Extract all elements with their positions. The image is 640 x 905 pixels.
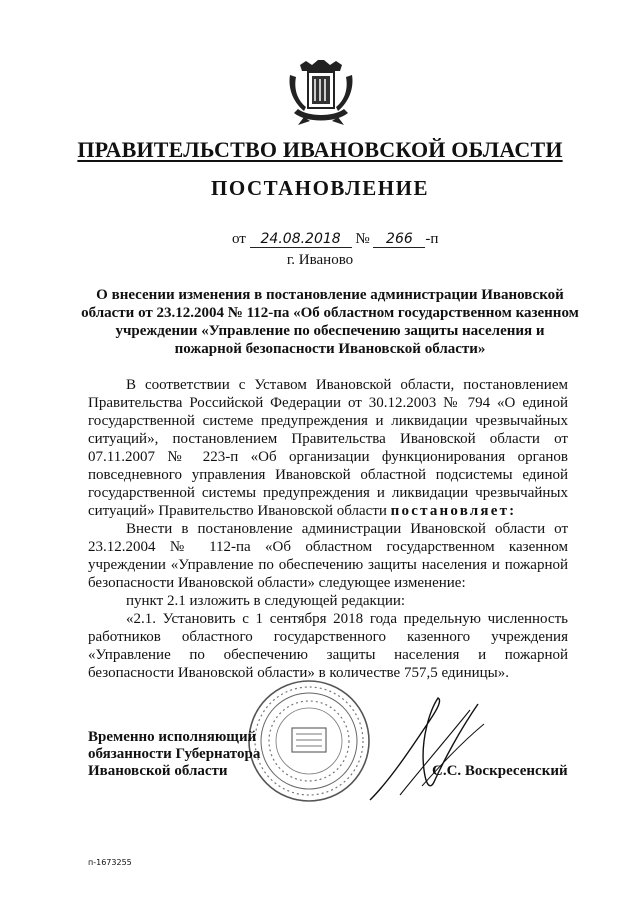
preamble-text: В соответствии с Уставом Ивановской области, постановлением Правительства Российской Федерации от 30.12.2003 № 794 «О единой государственной системе предупреждения и ликвидации чрезвычайных ситуаций», постановлением Правительства Ивановской области от 07.11.2007 № 223-п «Об организации функционирования органов повседневного управления Ивановской областной подсистемы единой государственной системы предупреждения и ликвидации чрезвычайных ситуаций» Правительство Ивановской области bbox=[88, 377, 568, 519]
number-suffix: -п bbox=[425, 231, 439, 247]
paragraph-clause: пункт 2.1 изложить в следующей редакции: bbox=[126, 593, 406, 609]
number-label: № bbox=[355, 231, 370, 247]
document-registration-code: п-1673255 bbox=[88, 858, 132, 867]
paragraph-new-text: «2.1. Установить с 1 сентября 2018 года предельную численность работников областного государственного казенного учреждения «Управление по обеспечению защиты населения и пожарной безопасности Ивановской области» в количестве 757,5 единицы». bbox=[88, 611, 568, 681]
official-seal-stamp bbox=[244, 676, 374, 806]
paragraph-amendment: Внести в постановление администрации Ивановской области от 23.12.2004 № 112-па «Об областном государственном казенном учреждении «Управление по обеспечению защиты населения и пожарной безопасности Ивановской области» следующее изменение: bbox=[88, 521, 568, 591]
document-body bbox=[88, 376, 568, 682]
resolves-word: постановляет: bbox=[390, 503, 517, 519]
document-number: 266 bbox=[373, 231, 425, 248]
document-date: 24.08.2018 bbox=[250, 231, 352, 248]
signatory-line-3: Ивановской области bbox=[88, 763, 228, 779]
paragraph-preamble bbox=[88, 376, 568, 520]
city: г. Иваново bbox=[286, 252, 354, 268]
signatory-title bbox=[88, 729, 260, 780]
signatory-line-1: Временно исполняющий bbox=[88, 729, 257, 745]
document-subject: О внесении изменения в постановление администрации Ивановской области от 23.12.2004 № 112-па «Об областном государственном казенном учреждении «Управление по обеспечению защиты населения и пожарной безопасности Ивановской области» bbox=[81, 287, 579, 357]
signatory-name: С.С. Воскресенский bbox=[432, 763, 568, 779]
document-type-title: ПОСТАНОВЛЕНИЕ bbox=[211, 176, 429, 200]
signatory-line-2: обязанности Губернатора bbox=[88, 746, 261, 762]
handwritten-signature bbox=[360, 690, 500, 810]
date-number-line bbox=[232, 231, 438, 248]
government-title: ПРАВИТЕЛЬСТВО ИВАНОВСКОЙ ОБЛАСТИ bbox=[77, 137, 563, 162]
coat-of-arms-emblem bbox=[286, 57, 356, 129]
from-label: от bbox=[232, 231, 246, 247]
